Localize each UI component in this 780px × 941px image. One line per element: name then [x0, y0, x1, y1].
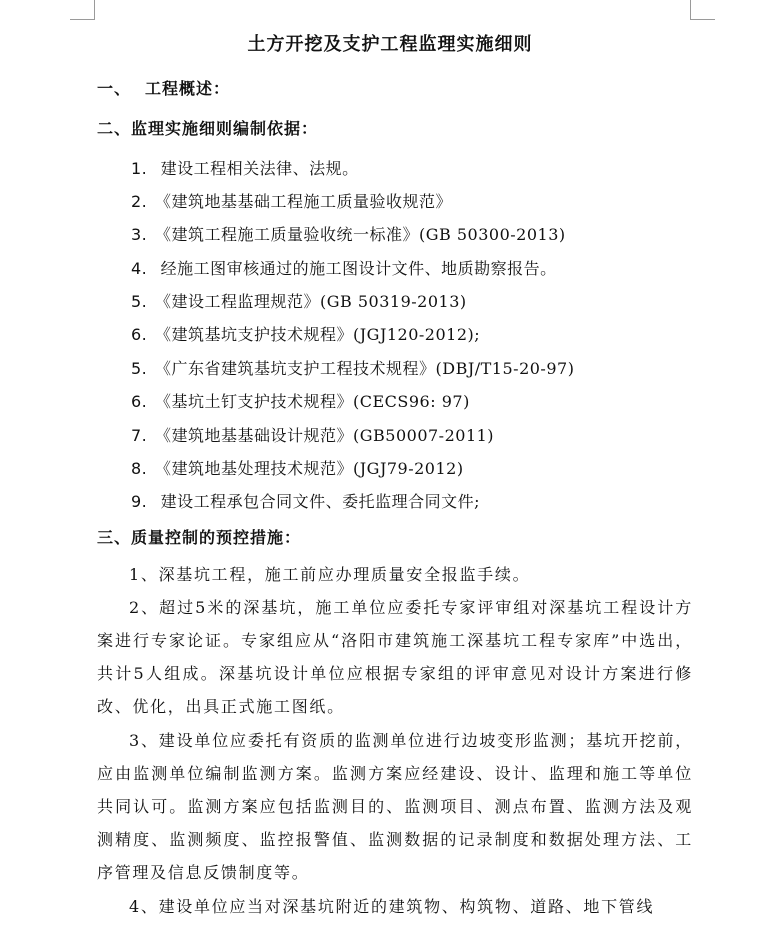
section-heading-overview — [97, 76, 230, 99]
section-label: 质量控制的预控措施： — [131, 528, 302, 547]
list-item — [131, 256, 557, 279]
list-item-number: 5. — [131, 292, 148, 311]
list-item — [131, 489, 480, 512]
paragraph: 3、建设单位应委托有资质的监测单位进行边坡变形监测；基坑开挖前，应由监测单位编制监测方案。监测方案应经建设、设计、监理和施工等单位共同认可。监测方案应包括监测目的、监测项目、测点布置、监测方法及观测精度、监测频度、监控报警值、监测数据的记录制度和数据处理方法、工序管理及信息反馈制度等。 — [97, 731, 693, 882]
list-item-text: 《广东省建筑基坑支护工程技术规程》(DBJ/T15-20-97) — [155, 359, 575, 378]
paragraph: 1、深基坑工程，施工前应办理质量安全报监手续。 — [129, 565, 531, 584]
list-item-text: 《建筑基坑支护技术规程》(JGJ120-2012); — [155, 325, 481, 344]
list-item-number: 2. — [131, 192, 148, 211]
list-item-number: 5. — [131, 359, 148, 378]
section-label: 工程概述： — [145, 79, 231, 98]
list-item — [131, 189, 452, 212]
list-item-number: 6. — [131, 325, 148, 344]
paragraph: 4、建设单位应当对深基坑附近的建筑物、构筑物、道路、地下管线 — [129, 897, 655, 916]
list-item — [131, 389, 470, 412]
list-item-text: 《建筑工程施工质量验收统一标准》(GB 50300-2013) — [155, 225, 566, 244]
list-item-text: 《建筑地基基础工程施工质量验收规范》 — [155, 192, 453, 211]
list-item — [131, 356, 574, 379]
list-item — [131, 423, 494, 446]
list-item-number: 9. — [131, 492, 148, 511]
list-item — [131, 456, 464, 479]
section-number: 一、 — [97, 79, 132, 98]
list-item-text: 《建筑地基基础设计规范》(GB50007-2011) — [155, 426, 495, 445]
list-item-text: 建设工程承包合同文件、委托监理合同文件; — [160, 492, 480, 511]
section-number: 二、 — [97, 119, 132, 138]
list-item-number: 7. — [131, 426, 148, 445]
list-item-number: 1. — [131, 159, 148, 178]
list-item-number: 6. — [131, 392, 148, 411]
document-title: 土方开挖及支护工程监理实施细则 — [247, 34, 533, 55]
list-item-text: 《建设工程监理规范》(GB 50319-2013) — [155, 292, 467, 311]
list-item-text: 《基坑土钉支护技术规程》(CECS96: 97) — [155, 392, 470, 411]
list-item-text: 《建筑地基处理技术规范》(JGJ79-2012) — [155, 459, 464, 478]
section-number: 三、 — [97, 528, 132, 547]
list-item — [131, 322, 480, 345]
list-item — [131, 156, 359, 179]
list-item — [131, 222, 566, 245]
list-item-number: 4. — [131, 259, 148, 278]
section-heading-quality-control — [97, 525, 301, 548]
section-heading-basis — [97, 116, 318, 139]
section-label: 监理实施细则编制依据： — [131, 119, 319, 138]
list-item-text: 建设工程相关法律、法规。 — [160, 159, 359, 178]
list-item-number: 8. — [131, 459, 148, 478]
paragraph: 2、超过5米的深基坑，施工单位应委托专家评审组对深基坑工程设计方案进行专家论证。专家组应从“洛阳市建筑施工深基坑工程专家库”中选出，共计5人组成。深基坑设计单位应根据专家组的评审意见对设计方案进行修改、优化，出具正式施工图纸。 — [97, 598, 693, 716]
list-item-number: 3. — [131, 225, 148, 244]
list-item — [131, 289, 467, 312]
list-item-text: 经施工图审核通过的施工图设计文件、地质勘察报告。 — [160, 259, 557, 278]
